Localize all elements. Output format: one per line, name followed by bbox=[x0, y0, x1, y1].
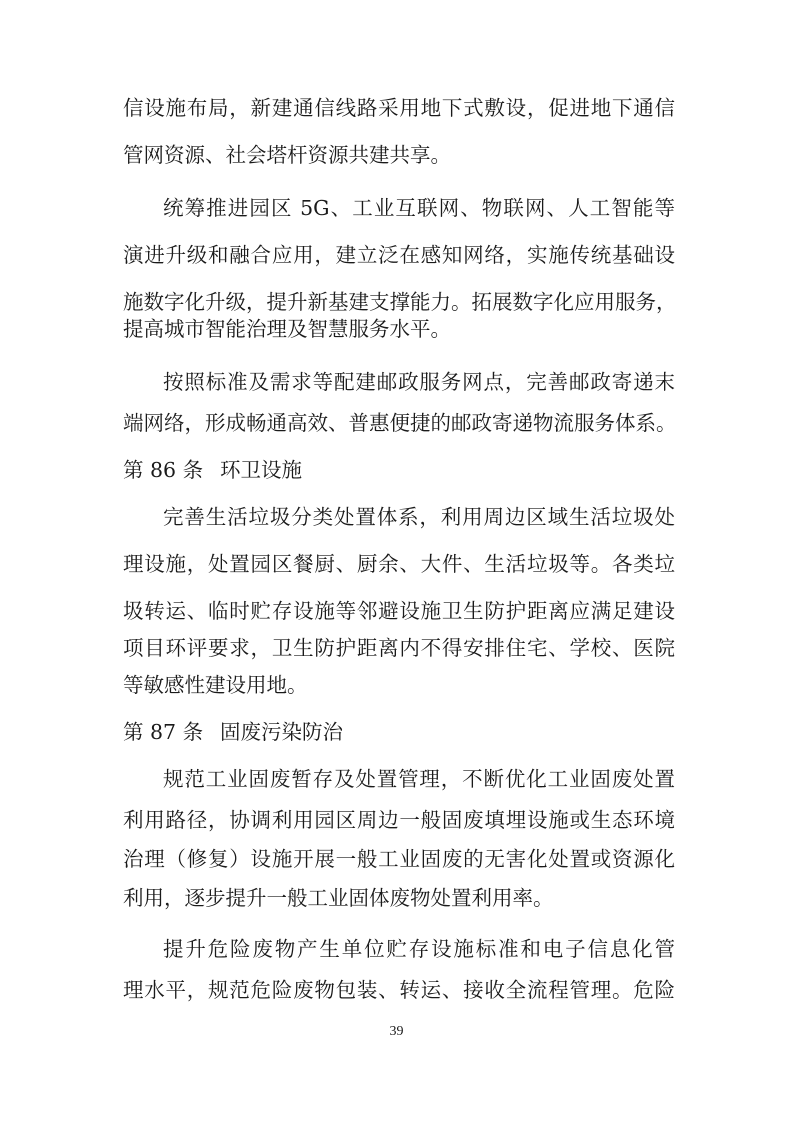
text-line: 端网络，形成畅通高效、普惠便捷的邮政寄递物流服务体系。 bbox=[123, 411, 677, 435]
article-title: 固废污染防治 bbox=[220, 720, 343, 744]
text-line: 提升危险废物产生单位贮存设施标准和电子信息化管 bbox=[163, 937, 675, 961]
page-number: 39 bbox=[389, 1024, 404, 1039]
text-line: 演进升级和融合应用，建立泛在感知网络，实施传统基础设 bbox=[123, 243, 675, 267]
article-title: 环卫设施 bbox=[220, 458, 302, 482]
text-line: 规范工业固废暂存及处置管理，不断优化工业固废处置 bbox=[163, 767, 675, 791]
text-line: 等敏感性建设用地。 bbox=[123, 673, 308, 697]
article-number: 第 86 条 bbox=[123, 458, 204, 482]
text-line: 理设施，处置园区餐厨、厨余、大件、生活垃圾等。各类垃 bbox=[123, 552, 675, 576]
text-line: 理水平，规范危险废物包装、转运、接收全流程管理。危险 bbox=[123, 978, 675, 1002]
text-line: 完善生活垃圾分类处置体系，利用周边区域生活垃圾处 bbox=[163, 505, 675, 529]
text-line: 统筹推进园区 5G、工业互联网、物联网、人工智能等 bbox=[163, 196, 675, 220]
article-heading bbox=[123, 454, 302, 486]
text-line: 治理（修复）设施开展一般工业固废的无害化处置或资源化 bbox=[123, 847, 675, 871]
text-line: 圾转运、临时贮存设施等邻避设施卫生防护距离应满足建设 bbox=[123, 599, 675, 623]
text-line: 提高城市智能治理及智慧服务水平。 bbox=[123, 317, 451, 341]
text-line: 管网资源、社会塔杆资源共建共享。 bbox=[123, 143, 451, 167]
text-line: 信设施布局，新建通信线路采用地下式敷设，促进地下通信 bbox=[123, 96, 675, 120]
text-line: 按照标准及需求等配建邮政服务网点，完善邮政寄递末 bbox=[163, 370, 675, 394]
text-line: 施数字化升级，提升新基建支撑能力。拓展数字化应用服务， bbox=[123, 290, 677, 314]
text-line: 项目环评要求，卫生防护距离内不得安排住宅、学校、医院 bbox=[123, 636, 675, 660]
article-number: 第 87 条 bbox=[123, 720, 204, 744]
text-line: 利用路径，协调利用园区周边一般固废填埋设施或生态环境 bbox=[123, 808, 675, 832]
article-heading bbox=[123, 716, 343, 748]
text-line: 利用，逐步提升一般工业固体废物处置利用率。 bbox=[123, 886, 554, 910]
